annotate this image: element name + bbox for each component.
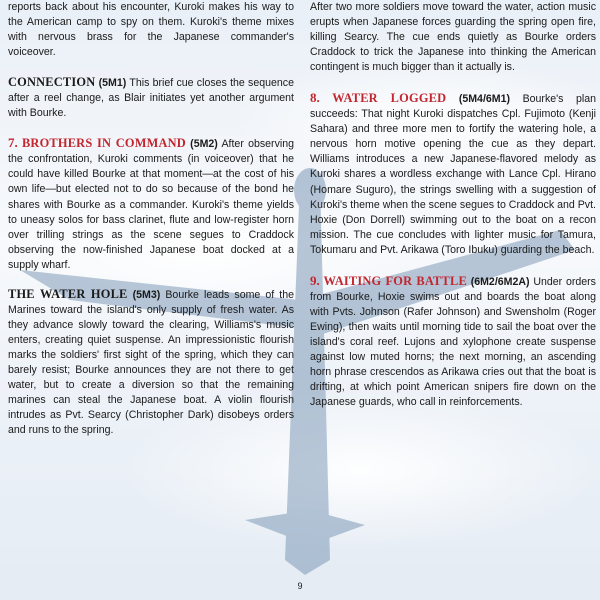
section-title: BROTHERS IN COMMAND (21, 136, 186, 151)
cue-code: (5M2) (190, 138, 218, 151)
section-body: Bourke leads some of the Marines toward the island's only supply of fresh water. As they advance slowly toward the clearing, Williams's music enters, creating quiet suspense. An impressionistic flourish marks the soldiers' first sight of the spring, which they can barely resist; Bourke announces they are not there to get water, but to create a diversion so that the remaining marines can steal the Japanese boat. A violin flourish intrudes as Pvt. Searcy (Christopher Dark) disobeys orders and runs to the spring. (8, 288, 294, 437)
section-title: CONNECTION (8, 75, 96, 90)
section-title: WAITING FOR BATTLE (323, 273, 467, 288)
section-body: After observing the confrontation, Kuroki comments (in voiceover) that he could have killed Bourke at that moment—at the cost of his own life—but elected not to do so because of the bond he shares with Bourke as a commander. Kuroki's theme yields to uneasy solos for bass clarinet, flute and low-register horn over trilling strings as the scene segues to Craddock observing the now-finished Japanese boat docked at a supply wharf. (8, 138, 295, 271)
section-body: Under orders from Bourke, Hoxie swims out and boards the boat along with Pvts. Johnson (Rafer Johnson) and Swensholm (Roger Ewing), then waits until morning tide to sail the boat over the island's coral reef. Lujons and xylophone create suspense against low muted horns; the next morning, an ascending horn phrase crescendos as Arikawa cries out that the boat is drifting, at which point American snipers fire down on the Japanese guards, who call in reinforcements. (310, 275, 596, 409)
section-the-water-hole (8, 287, 294, 438)
page-number: 9 (297, 581, 303, 591)
left-intro-paragraph: reports back about his encounter, Kuroki makes his way to the American camp to spy on them. Kuroki's theme mixes with nervous brass for the Japanese commander's voiceover. (8, 1, 294, 59)
section-brothers-in-command (8, 135, 294, 272)
section-body: This brief cue closes the sequence after a reel change, as Blair initiates yet another argument with Bourke. (8, 77, 294, 120)
track-number: 8. (310, 90, 320, 106)
section-waiting-for-battle (310, 273, 596, 410)
track-number: 9. (310, 272, 320, 288)
section-body: Bourke's plan succeeds: That night Kuroki dispatches Cpl. Fujimoto (Kenji Sahara) and three more men to fortify the watering hole, a nervous horn motive opening the cue as they depart. Williams introduces a new Japanese-flavored melody as Kuroki shares a wordless exchange with Lance Cpl. Hirano (Homare Suguro), the strings swelling with a suggestion of Kuroki's theme when the scene segues to Craddock and Pvt. Hoxie (Don Dorrell) swimming out to the boat on a recon mission. The cue concludes with lighter music for Tamura, Tokumaru and Pvt. Arikawa (Toro Ibuku) guarding the beach. (310, 93, 596, 256)
right-column (310, 0, 596, 425)
section-title: WATER LOGGED (332, 91, 447, 106)
right-intro-paragraph: After two more soldiers move toward the water, action music erupts when Japanese forces guarding the spring open fire, killing Searcy. The cue ends quietly as Bourke orders Craddock to trick the Japanese into thinking the American contingent is much bigger than it actually is. (310, 1, 596, 74)
cue-code: (5M4/6M1) (458, 93, 511, 106)
section-connection (8, 75, 294, 121)
track-number: 7. (8, 135, 18, 151)
cue-code: (5M1) (98, 77, 127, 90)
section-water-logged (310, 90, 596, 258)
left-column (8, 0, 294, 453)
cue-code: (6M2/6M2A) (470, 275, 530, 288)
section-title: THE WATER HOLE (8, 286, 128, 301)
cue-code: (5M3) (132, 288, 161, 301)
